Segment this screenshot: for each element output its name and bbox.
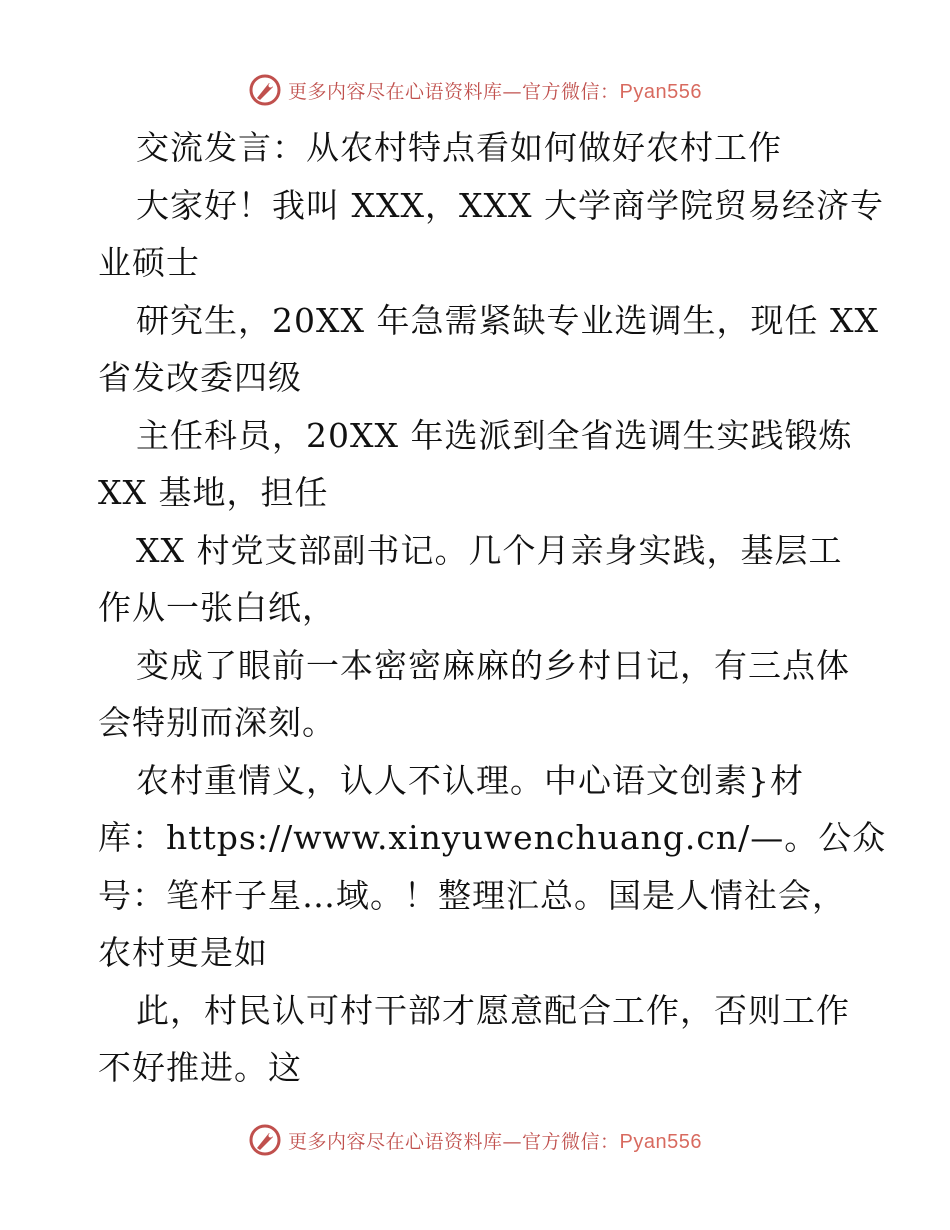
text-line: 不好推进。这 xyxy=(98,1048,302,1087)
watermark-text xyxy=(288,77,702,104)
watermark-brand: 更多内容尽在心语资料库 xyxy=(288,80,503,103)
text-line: 主任科员，20XX 年选派到全省选调生实践锻炼 xyxy=(136,415,853,455)
text-line: XX 村党支部副书记。几个月亲身实践，基层工 xyxy=(136,530,843,570)
document-body xyxy=(98,119,887,1097)
text-line: XX 基地，担任 xyxy=(98,473,329,512)
text-line: 此，村民认可村干部才愿意配合工作，否则工作 xyxy=(136,990,850,1030)
pen-nib-icon xyxy=(248,1123,282,1157)
watermark-contact-label: 官方微信： xyxy=(522,80,620,103)
text-line: 业硕士 xyxy=(98,243,200,282)
watermark-handle: Pyan556 xyxy=(619,80,702,103)
text-line: 库：https://www.xinyuwenchuang.cn/—。公众 xyxy=(98,818,887,857)
text-line: 省发改委四级 xyxy=(98,358,302,397)
footer-watermark xyxy=(0,1120,950,1160)
watermark-contact-label: 官方微信： xyxy=(522,1130,620,1153)
text-line: 交流发言：从农村特点看如何做好农村工作 xyxy=(136,128,782,167)
watermark-separator: — xyxy=(502,1130,523,1153)
watermark-brand: 更多内容尽在心语资料库 xyxy=(288,1130,503,1153)
text-line: 农村重情义，认人不认理。中心语文创素}材 xyxy=(136,760,804,800)
text-line: 作从一张白纸， xyxy=(98,588,336,627)
text-line: 变成了眼前一本密密麻麻的乡村日记，有三点体 xyxy=(136,645,850,685)
text-line: 大家好！我叫 XXX，XXX 大学商学院贸易经济专 xyxy=(136,185,884,225)
text-line: 农村更是如 xyxy=(98,933,268,972)
header-watermark xyxy=(0,70,950,110)
watermark-text xyxy=(288,1127,702,1154)
pen-nib-icon xyxy=(248,73,282,107)
text-line: 号：笔杆子星…域。！整理汇总。国是人情社会， xyxy=(98,875,846,915)
watermark-separator: — xyxy=(502,80,523,103)
watermark-handle: Pyan556 xyxy=(619,1130,702,1153)
text-line: 研究生，20XX 年急需紧缺专业选调生，现任 XX xyxy=(136,300,879,340)
text-line: 会特别而深刻。 xyxy=(98,703,336,742)
